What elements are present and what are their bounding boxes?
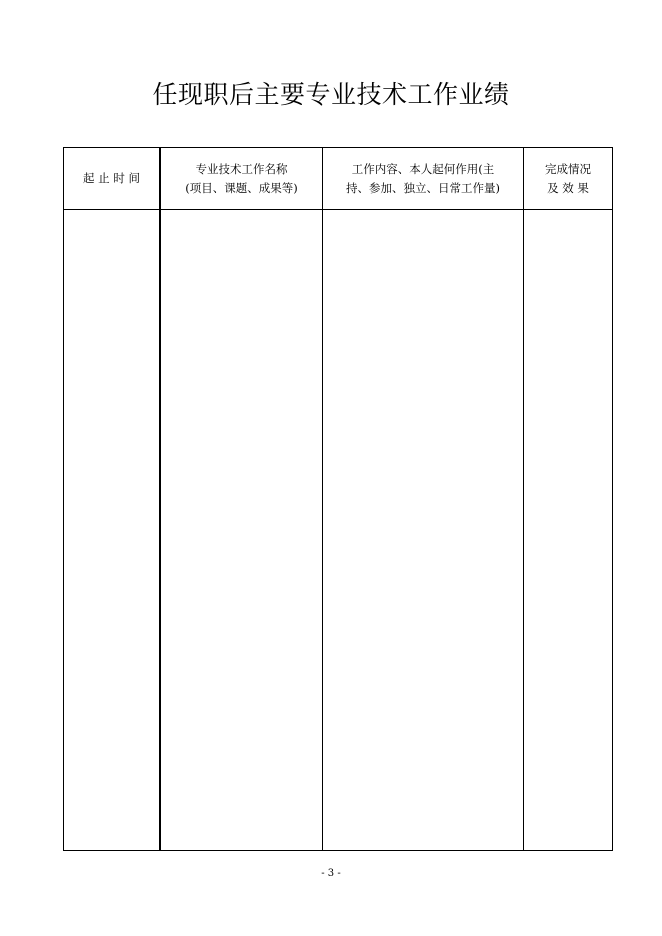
header-result — [524, 148, 613, 210]
header-name-line2: (项目、课题、成果等) — [185, 180, 298, 195]
achievement-table — [63, 147, 613, 851]
page-title: 任现职后主要专业技术工作业绩 — [152, 80, 510, 109]
cell-time[interactable] — [64, 210, 161, 851]
header-time — [64, 148, 161, 210]
header-content-line2: 持、参加、独立、日常工作量) — [346, 180, 500, 195]
table-row — [64, 210, 613, 851]
header-content-line1: 工作内容、本人起何作用(主 — [351, 161, 495, 176]
header-name — [160, 148, 323, 210]
header-time-label: 起 止 时 间 — [83, 171, 140, 185]
page-number: - 3 - — [321, 868, 341, 879]
header-name-line1: 专业技术工作名称 — [195, 161, 288, 176]
header-content — [323, 148, 524, 210]
cell-name[interactable] — [160, 210, 323, 851]
header-result-line2: 及 效 果 — [547, 180, 589, 195]
table-header-row — [64, 148, 613, 210]
cell-result[interactable] — [524, 210, 613, 851]
cell-content[interactable] — [323, 210, 524, 851]
header-result-line1: 完成情况 — [545, 161, 591, 176]
